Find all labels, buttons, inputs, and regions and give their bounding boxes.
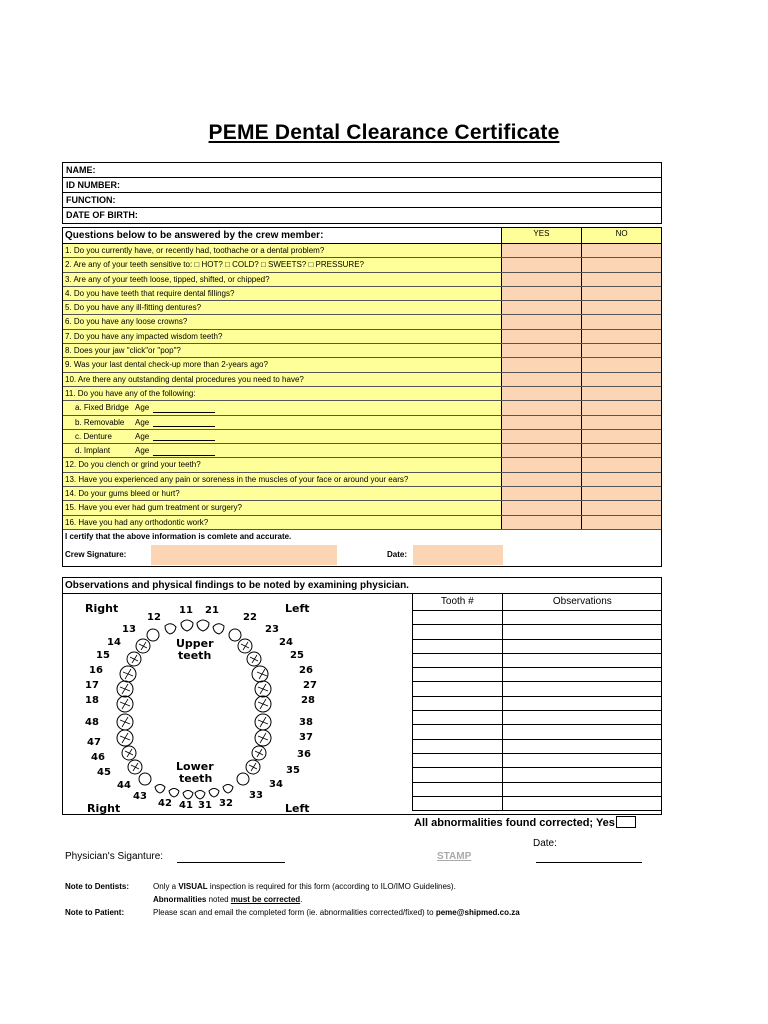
age-input[interactable] (153, 432, 215, 441)
tooth-number-48: 48 (85, 717, 99, 728)
observation-cell[interactable] (503, 783, 662, 796)
question-row (63, 501, 661, 515)
no-answer-cell[interactable] (581, 516, 661, 529)
tooth-number-cell[interactable] (413, 725, 503, 738)
tooth-number-35: 35 (286, 765, 300, 776)
question-row (63, 387, 661, 401)
no-answer-cell[interactable] (581, 358, 661, 371)
tooth-number-37: 37 (299, 732, 313, 743)
yes-answer-cell[interactable] (502, 416, 582, 429)
observation-cell[interactable] (503, 640, 662, 653)
lower-teeth-label-1: Lower (176, 760, 214, 773)
question-text: 3. Are any of your teeth loose, tipped, shifted, or chipped? (63, 273, 502, 286)
note-to-dentists-line2: Abnormalities noted must be corrected. (153, 895, 303, 904)
question-row (63, 430, 661, 444)
observation-row (412, 640, 662, 654)
no-answer-cell[interactable] (581, 258, 661, 271)
question-text: 1. Do you currently have, or recently had, toothache or a dental problem? (63, 244, 502, 257)
age-input[interactable] (153, 404, 215, 413)
observation-cell[interactable] (503, 797, 662, 810)
no-answer-cell[interactable] (581, 387, 661, 400)
observation-row (412, 768, 662, 782)
stamp-label: STAMP (437, 851, 472, 862)
tooth-number-22: 22 (243, 612, 257, 623)
question-row (63, 458, 661, 472)
question-text: 7. Do you have any impacted wisdom teeth? (63, 330, 502, 343)
question-row (63, 273, 661, 287)
lower-teeth-label-2: teeth (179, 772, 213, 785)
question-text: 16. Have you had any orthodontic work? (63, 516, 502, 529)
no-answer-cell[interactable] (581, 416, 661, 429)
id-number-field[interactable]: ID NUMBER: (63, 178, 661, 193)
crew-signature-row (63, 544, 661, 566)
tooth-number-cell[interactable] (413, 783, 503, 796)
tooth-number-24: 24 (279, 637, 293, 648)
yes-answer-cell[interactable] (502, 387, 582, 400)
tooth-number-25: 25 (290, 650, 304, 661)
tooth-number-cell[interactable] (413, 611, 503, 624)
observation-row (412, 783, 662, 797)
tooth-number-cell[interactable] (413, 768, 503, 781)
no-answer-cell[interactable] (581, 244, 661, 257)
tooth-number-34: 34 (269, 779, 283, 790)
tooth-number-11: 11 (179, 605, 193, 616)
question-text: 8. Does your jaw "click"or "pop"? (63, 344, 502, 357)
observations-table (412, 594, 662, 811)
question-text: 2. Are any of your teeth sensitive to: □ HOT? □ COLD? □ SWEETS? □ PRESSURE? (63, 258, 502, 271)
name-field[interactable]: NAME: (63, 163, 661, 178)
yes-answer-cell[interactable] (502, 444, 582, 457)
question-row (63, 373, 661, 387)
yes-column-header: YES (502, 228, 582, 243)
tooth-number-cell[interactable] (413, 797, 503, 810)
observation-row (412, 740, 662, 754)
yes-answer-cell[interactable] (502, 501, 582, 514)
tooth-number-cell[interactable] (413, 697, 503, 710)
question-row (63, 287, 661, 301)
observation-cell[interactable] (503, 697, 662, 710)
option-label: b. Removable (75, 417, 125, 427)
question-text: 5. Do you have any ill-fitting dentures? (63, 301, 502, 314)
question-row (63, 487, 661, 501)
tooth-number-45: 45 (97, 767, 111, 778)
observation-row (412, 682, 662, 696)
yes-answer-cell[interactable] (502, 358, 582, 371)
tooth-number-cell[interactable] (413, 740, 503, 753)
age-label: Age (135, 431, 150, 441)
observation-row (412, 797, 662, 811)
tooth-number-13: 13 (122, 624, 136, 635)
physician-date-line[interactable] (536, 862, 642, 863)
yes-answer-cell[interactable] (502, 330, 582, 343)
age-input[interactable] (153, 418, 215, 427)
observation-cell[interactable] (503, 740, 662, 753)
observation-cell[interactable] (503, 711, 662, 724)
no-answer-cell[interactable] (581, 330, 661, 343)
tooth-number-26: 26 (299, 665, 313, 676)
tooth-number-17: 17 (85, 680, 99, 691)
tooth-number-43: 43 (133, 791, 147, 802)
age-label: Age (135, 403, 150, 413)
no-answer-cell[interactable] (581, 301, 661, 314)
question-row (63, 516, 661, 530)
corrected-yes-checkbox[interactable] (616, 816, 636, 828)
observation-row (412, 711, 662, 725)
observations-title: Observations and physical findings to be noted by examining physician. (63, 578, 661, 594)
age-input[interactable] (153, 447, 215, 456)
observations-table-header (412, 594, 662, 611)
yes-answer-cell[interactable] (502, 487, 582, 500)
yes-answer-cell[interactable] (502, 373, 582, 386)
yes-answer-cell[interactable] (502, 344, 582, 357)
tooth-number-47: 47 (87, 737, 101, 748)
yes-answer-cell[interactable] (502, 315, 582, 328)
note-to-patient-text: Please scan and email the completed form (ie. abnormalities corrected/fixed) to peme@shipmed.co.za (153, 908, 520, 917)
no-answer-cell[interactable] (581, 401, 661, 414)
question-row (63, 358, 661, 372)
observation-cell[interactable] (503, 768, 662, 781)
tooth-number-46: 46 (91, 752, 105, 763)
certification-statement: I certify that the above information is comlete and accurate. (65, 531, 292, 541)
questionnaire-table (62, 227, 662, 567)
tooth-number-33: 33 (249, 790, 263, 801)
date-of-birth-field[interactable]: DATE OF BIRTH: (66, 210, 138, 220)
tooth-number-36: 36 (297, 749, 311, 760)
question-text: 6. Do you have any loose crowns? (63, 315, 502, 328)
observation-cell[interactable] (503, 654, 662, 667)
no-answer-cell[interactable] (581, 430, 661, 443)
no-answer-cell[interactable] (581, 444, 661, 457)
question-text: 4. Do you have teeth that require dental fillings? (63, 287, 502, 300)
question-row (63, 344, 661, 358)
tooth-number-41: 41 (179, 800, 193, 811)
observation-row (412, 725, 662, 739)
observation-row (412, 611, 662, 625)
physician-date-label: Date: (533, 838, 557, 849)
yes-answer-cell[interactable] (502, 430, 582, 443)
tooth-number-cell[interactable] (413, 711, 503, 724)
observation-cell[interactable] (503, 625, 662, 638)
question-row (63, 401, 661, 415)
question-row (63, 444, 661, 458)
observation-cell[interactable] (503, 668, 662, 681)
chart-right-top-label: Right (85, 602, 119, 615)
tooth-number-15: 15 (96, 650, 110, 661)
tooth-number-column-header: Tooth # (413, 594, 503, 610)
chart-left-bottom-label: Left (285, 802, 310, 815)
chart-left-top-label: Left (285, 602, 310, 615)
tooth-number-23: 23 (265, 624, 279, 635)
no-answer-cell[interactable] (581, 273, 661, 286)
question-row (63, 473, 661, 487)
no-answer-cell[interactable] (581, 315, 661, 328)
age-label: Age (135, 417, 150, 427)
tooth-number-cell[interactable] (413, 625, 503, 638)
observations-section (62, 577, 662, 815)
yes-answer-cell[interactable] (502, 301, 582, 314)
tooth-number-16: 16 (89, 665, 103, 676)
observation-cell[interactable] (503, 725, 662, 738)
question-text (63, 416, 502, 429)
question-text (63, 430, 502, 443)
question-row (63, 416, 661, 430)
yes-answer-cell[interactable] (502, 287, 582, 300)
tooth-number-14: 14 (107, 637, 121, 648)
tooth-number-cell[interactable] (413, 682, 503, 695)
question-text (63, 401, 502, 414)
observation-cell[interactable] (503, 682, 662, 695)
yes-answer-cell[interactable] (502, 516, 582, 529)
observation-row (412, 654, 662, 668)
question-text: 14. Do your gums bleed or hurt? (63, 487, 502, 500)
crew-signature-input[interactable] (151, 545, 337, 565)
question-text: 11. Do you have any of the following: (63, 387, 502, 400)
question-text: 12. Do you clench or grind your teeth? (63, 458, 502, 471)
email-link[interactable]: peme@shipmed.co.za (435, 908, 520, 917)
note-to-dentists-label: Note to Dentists: (65, 882, 129, 891)
tooth-number-38: 38 (299, 717, 313, 728)
tooth-number-27: 27 (303, 680, 317, 691)
yes-answer-cell[interactable] (502, 458, 582, 471)
observations-column-header: Observations (552, 596, 612, 607)
question-row (63, 330, 661, 344)
abnormalities-corrected (414, 816, 636, 829)
question-text: 15. Have you ever had gum treatment or surgery? (63, 501, 502, 514)
physician-signature-label: Physician's Siganture: (65, 851, 164, 862)
observation-row (412, 754, 662, 768)
questionnaire-header (63, 228, 661, 244)
tooth-number-44: 44 (117, 780, 131, 791)
abnormalities-corrected-label: All abnormalities found corrected; Yes (414, 817, 615, 829)
yes-answer-cell[interactable] (502, 401, 582, 414)
tooth-number-cell[interactable] (413, 668, 503, 681)
observation-row (412, 697, 662, 711)
option-label: c. Denture (75, 431, 112, 441)
tooth-number-cell[interactable] (413, 754, 503, 767)
question-row (63, 315, 661, 329)
crew-date-label: Date: (387, 549, 408, 559)
yes-answer-cell[interactable] (502, 273, 582, 286)
tooth-number-cell[interactable] (413, 640, 503, 653)
no-answer-cell[interactable] (581, 373, 661, 386)
tooth-number-12: 12 (147, 612, 161, 623)
age-label: Age (135, 446, 150, 456)
question-row (63, 301, 661, 315)
observation-row (412, 625, 662, 639)
personal-info-block (62, 162, 662, 224)
no-column-header: NO (581, 228, 661, 243)
observation-cell[interactable] (503, 754, 662, 767)
no-answer-cell[interactable] (581, 458, 661, 471)
no-answer-cell[interactable] (581, 473, 661, 486)
option-label: a. Fixed Bridge (75, 403, 129, 413)
tooth-number-18: 18 (85, 695, 99, 706)
tooth-number-cell[interactable] (413, 654, 503, 667)
question-row (63, 258, 661, 272)
note-to-patient-label: Note to Patient: (65, 908, 125, 917)
tooth-number-32: 32 (219, 798, 233, 809)
question-row (63, 244, 661, 258)
no-answer-cell[interactable] (581, 487, 661, 500)
no-answer-cell[interactable] (581, 344, 661, 357)
question-text (63, 444, 502, 457)
observation-cell[interactable] (503, 611, 662, 624)
physician-signature-line[interactable] (177, 862, 285, 863)
yes-answer-cell[interactable] (502, 244, 582, 257)
tooth-number-42: 42 (158, 798, 172, 809)
yes-answer-cell[interactable] (502, 258, 582, 271)
function-field[interactable]: FUNCTION: (63, 193, 661, 208)
note-to-dentists-line1: Only a VISUAL inspection is required for this form (according to ILO/IMO Guidelines). (153, 882, 456, 891)
option-label: d. Implant (75, 446, 111, 456)
crew-signature-label: Crew Signature: (65, 549, 127, 559)
chart-right-bottom-label: Right (87, 802, 121, 815)
yes-answer-cell[interactable] (502, 473, 582, 486)
question-text: 10. Are there any outstanding dental procedures you need to have? (63, 373, 502, 386)
tooth-number-21: 21 (205, 605, 219, 616)
dental-chart (63, 595, 408, 815)
upper-teeth-label-1: Upper (176, 637, 214, 650)
questionnaire-title: Questions below to be answered by the crew member: (63, 228, 502, 243)
tooth-number-28: 28 (301, 695, 315, 706)
question-text: 9. Was your last dental check-up more than 2-years ago? (63, 358, 502, 371)
tooth-number-31: 31 (198, 800, 212, 811)
question-text: 13. Have you experienced any pain or soreness in the muscles of your face or around your ears? (63, 473, 502, 486)
no-answer-cell[interactable] (581, 501, 661, 514)
upper-teeth-label-2: teeth (178, 649, 212, 662)
no-answer-cell[interactable] (581, 287, 661, 300)
page-title: PEME Dental Clearance Certificate (208, 121, 560, 144)
observation-row (412, 668, 662, 682)
crew-date-input[interactable] (413, 545, 503, 565)
